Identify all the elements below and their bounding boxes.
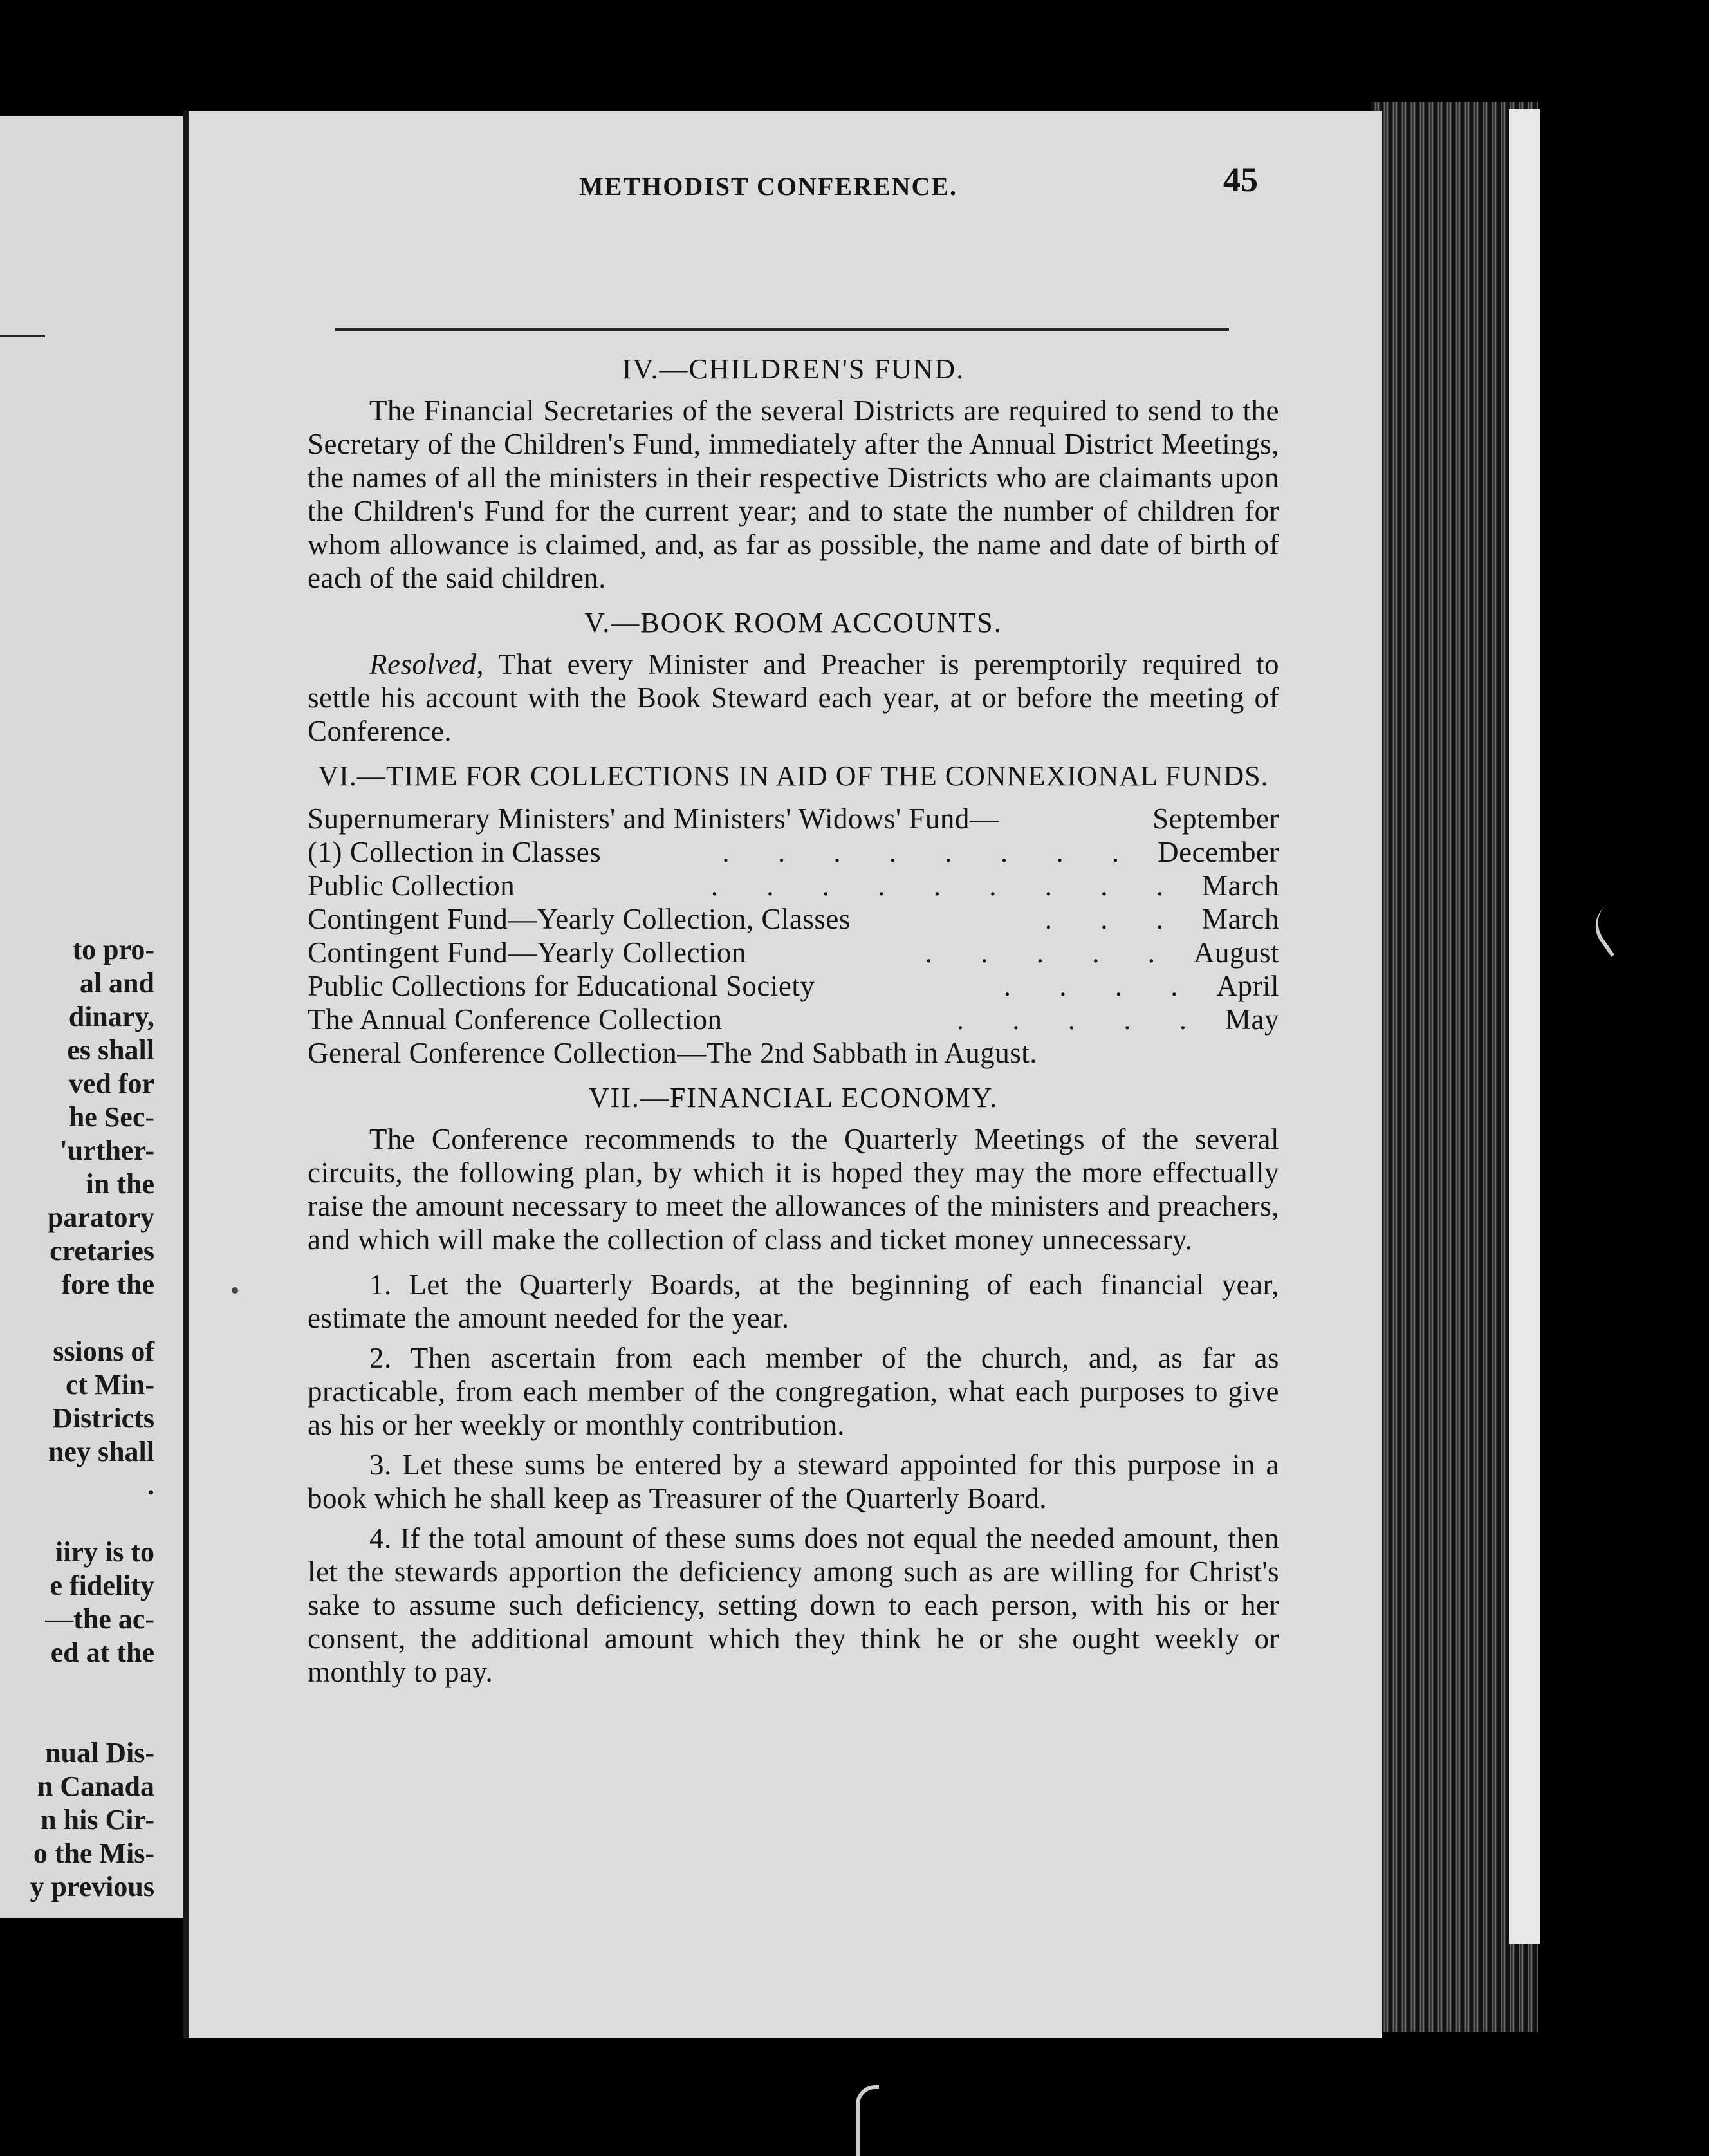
dot-leader: . . . . bbox=[1003, 970, 1199, 1002]
collection-month: March bbox=[1202, 903, 1279, 935]
economy-item: 3. Let these sums be entered by a steward appointed for this purpose in a book which he shall keep as Treasurer of the Quarterly Board. bbox=[308, 1449, 1279, 1514]
left-page-fragment bbox=[0, 116, 193, 1918]
collection-row bbox=[308, 902, 1279, 936]
left-line: ssions of bbox=[53, 1335, 154, 1367]
left-line: ed at the bbox=[50, 1637, 154, 1668]
section-heading-financial-economy: VII.—FINANCIAL ECONOMY. bbox=[588, 1082, 999, 1113]
collection-item: The Annual Conference Collection bbox=[308, 1003, 723, 1036]
left-line: y previous bbox=[30, 1871, 154, 1902]
collection-month: March bbox=[1202, 869, 1279, 902]
collection-item: Public Collection bbox=[308, 869, 515, 902]
economy-item: 4. If the total amount of these sums does not equal the needed amount, then let the stewards apportion the deficiency among such as are willing for Christ's sake to assume such deficiency, setting down to each person, with his or her consent, the additional amount which they think he or she ought weekly or monthly to pay. bbox=[308, 1522, 1279, 1688]
collection-month: May bbox=[1225, 1003, 1279, 1036]
economy-intro: The Conference recommends to the Quarterly Meetings of the several circuits, the following plan, by which it is hoped they may the more effectually raise the amount necessary to meet the allowances of the ministers and preachers, and which will make the collection of class and ticket money unnecessary. bbox=[308, 1123, 1279, 1256]
collection-row bbox=[308, 936, 1279, 969]
left-line: ved for bbox=[68, 1068, 154, 1099]
economy-item: 2. Then ascertain from each member of the church, and, as far as practicable, from each member of the congregation, what each purposes to give as his or her weekly or monthly contribution. bbox=[308, 1342, 1279, 1441]
left-line: in the bbox=[86, 1168, 154, 1200]
collection-item: Contingent Fund—Yearly Collection bbox=[308, 936, 746, 969]
left-line: e fidelity bbox=[50, 1570, 154, 1601]
dot-leader: . . . bbox=[1044, 903, 1185, 935]
collection-row bbox=[308, 802, 1279, 835]
collection-month: September bbox=[1152, 803, 1279, 835]
collection-item: Contingent Fund—Yearly Collection, Classes bbox=[308, 903, 851, 935]
collection-item: Public Collections for Educational Society bbox=[308, 970, 815, 1002]
left-page-text bbox=[0, 933, 187, 1904]
page-edge-strip bbox=[1509, 109, 1540, 1944]
left-line: Districts bbox=[52, 1402, 154, 1434]
left-line: n Canada bbox=[37, 1770, 154, 1802]
left-line: es shall bbox=[67, 1034, 154, 1066]
left-line: iiry is to bbox=[55, 1536, 154, 1568]
left-line: to pro- bbox=[72, 934, 154, 965]
collection-row bbox=[308, 1003, 1279, 1036]
dot-leader bbox=[999, 802, 1152, 835]
collection-row bbox=[308, 835, 1279, 869]
scan-artifact-dot bbox=[232, 1287, 238, 1294]
collection-item: (1) Collection in Classes bbox=[308, 836, 602, 868]
left-line: ct Min- bbox=[65, 1369, 154, 1400]
left-page-rule bbox=[0, 335, 45, 337]
running-head: METHODIST CONFERENCE. bbox=[579, 172, 958, 201]
left-line: o the Mis- bbox=[33, 1837, 154, 1869]
collection-month: April bbox=[1216, 970, 1279, 1002]
section-heading-childrens-fund: IV.—CHILDREN'S FUND. bbox=[622, 353, 965, 385]
section-heading-book-room: V.—BOOK ROOM ACCOUNTS. bbox=[584, 607, 1002, 638]
collection-row bbox=[308, 869, 1279, 902]
left-line: —the ac- bbox=[45, 1603, 154, 1635]
book-room-text: That every Minister and Preacher is peremptorily required to settle his account with the Book Steward each year, at or before the meeting of Conference. bbox=[308, 648, 1279, 747]
collections-table bbox=[308, 802, 1279, 1070]
dot-leader: . . . . . bbox=[925, 936, 1176, 969]
resolved-label: Resolved, bbox=[369, 648, 485, 680]
dot-leader: . . . . . . . . . bbox=[710, 869, 1185, 902]
left-line: cretaries bbox=[50, 1235, 154, 1267]
collection-month: August bbox=[1193, 936, 1279, 969]
childrens-fund-paragraph: The Financial Secretaries of the several Districts are required to send to the Secretary of the Children's Fund, immediately after the Annual District Meetings, the names of all the ministers in their respective Districts who are claimants upon the Children's Fund for the current year; and to state the number of children for whom allowance is claimed, and, as far as possible, the name and date of birth of each of the said children. bbox=[308, 395, 1279, 594]
left-line: 'urther- bbox=[59, 1135, 154, 1166]
left-line: dinary, bbox=[68, 1001, 154, 1032]
page-body bbox=[308, 353, 1279, 1695]
left-line: paratory bbox=[47, 1202, 154, 1233]
section-heading-collections: VI.—TIME FOR COLLECTIONS IN AID OF THE CONNEXIONAL FUNDS. bbox=[318, 760, 1269, 792]
economy-item: 1. Let the Quarterly Boards, at the beginning of each financial year, estimate the amount needed for the year. bbox=[308, 1269, 1279, 1334]
collection-item: Supernumerary Ministers' and Ministers' Widows' Fund— bbox=[308, 803, 999, 835]
scan-artifact-mark bbox=[1585, 903, 1636, 957]
general-conference-collection: General Conference Collection—The 2nd Sabbath in August. bbox=[308, 1037, 1037, 1069]
page-number: 45 bbox=[1223, 160, 1258, 199]
left-line: n his Cir- bbox=[41, 1804, 154, 1835]
page-header bbox=[322, 160, 1258, 211]
left-line: fore the bbox=[61, 1269, 154, 1300]
book-room-paragraph bbox=[308, 647, 1279, 748]
dot-leader: . . . . . bbox=[956, 1003, 1207, 1036]
left-line: al and bbox=[79, 967, 154, 999]
left-line: he Sec- bbox=[68, 1101, 154, 1133]
collection-row bbox=[308, 969, 1279, 1003]
left-line: . bbox=[147, 1469, 154, 1501]
left-line: nual Dis- bbox=[45, 1737, 154, 1769]
left-line: ney shall bbox=[48, 1436, 154, 1467]
header-rule bbox=[335, 328, 1229, 331]
collection-month: December bbox=[1158, 836, 1279, 868]
dot-leader: . . . . . . . . bbox=[722, 836, 1140, 868]
scan-artifact-mark bbox=[856, 2085, 879, 2156]
